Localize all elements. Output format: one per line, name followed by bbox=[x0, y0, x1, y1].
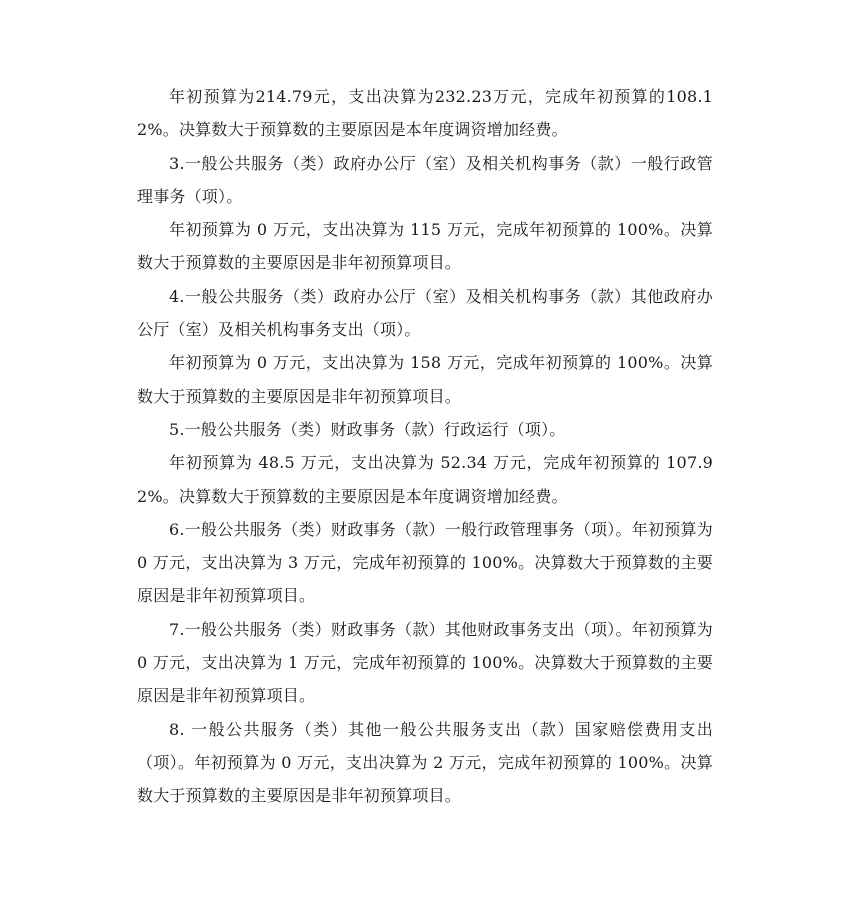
document-body bbox=[137, 80, 713, 813]
paragraph-item-3-detail: 年初预算为 0 万元，支出决算为 115 万元，完成年初预算的 100%。决算数大于预算数的主要原因是非年初预算项目。 bbox=[137, 220, 713, 273]
paragraph-item-7: 7.一般公共服务（类）财政事务（款）其他财政事务支出（项）。年初预算为 0 万元，支出决算为 1 万元，完成年初预算的 100%。决算数大于预算数的主要原因是非年初预算项目。 bbox=[137, 619, 713, 706]
paragraph-item-4-heading: 4.一般公共服务（类）政府办公厅（室）及相关机构事务（款）其他政府办公厅（室）及相关机构事务支出（项）。 bbox=[137, 286, 713, 340]
paragraph-item-8: 8. 一般公共服务（类）其他一般公共服务支出（款）国家赔偿费用支出（项）。年初预算为 0 万元，支出决算为 2 万元，完成年初预算的 100%。决算数大于预算数的主要原因是非年初预算项目。 bbox=[137, 719, 713, 806]
paragraph-item-5-detail: 年初预算为 48.5 万元，支出决算为 52.34 万元，完成年初预算的 107.92%。决算数大于预算数的主要原因是本年度调资增加经费。 bbox=[137, 453, 713, 506]
paragraph-item-3-heading: 3.一般公共服务（类）政府办公厅（室）及相关机构事务（款）一般行政管理事务（项）。 bbox=[137, 153, 713, 206]
paragraph-item-6: 6.一般公共服务（类）财政事务（款）一般行政管理事务（项）。年初预算为 0 万元，支出决算为 3 万元，完成年初预算的 100%。决算数大于预算数的主要原因是非年初预算项目。 bbox=[137, 519, 713, 606]
paragraph-item-4-detail: 年初预算为 0 万元，支出决算为 158 万元，完成年初预算的 100%。决算数大于预算数的主要原因是非年初预算项目。 bbox=[137, 353, 713, 406]
paragraph-item-5-heading: 5.一般公共服务（类）财政事务（款）行政运行（项）。 bbox=[169, 419, 566, 439]
paragraph-budget-summary-1: 年初预算为214.79元，支出决算为232.23万元，完成年初预算的108.12%。决算数大于预算数的主要原因是本年度调资增加经费。 bbox=[137, 87, 713, 140]
